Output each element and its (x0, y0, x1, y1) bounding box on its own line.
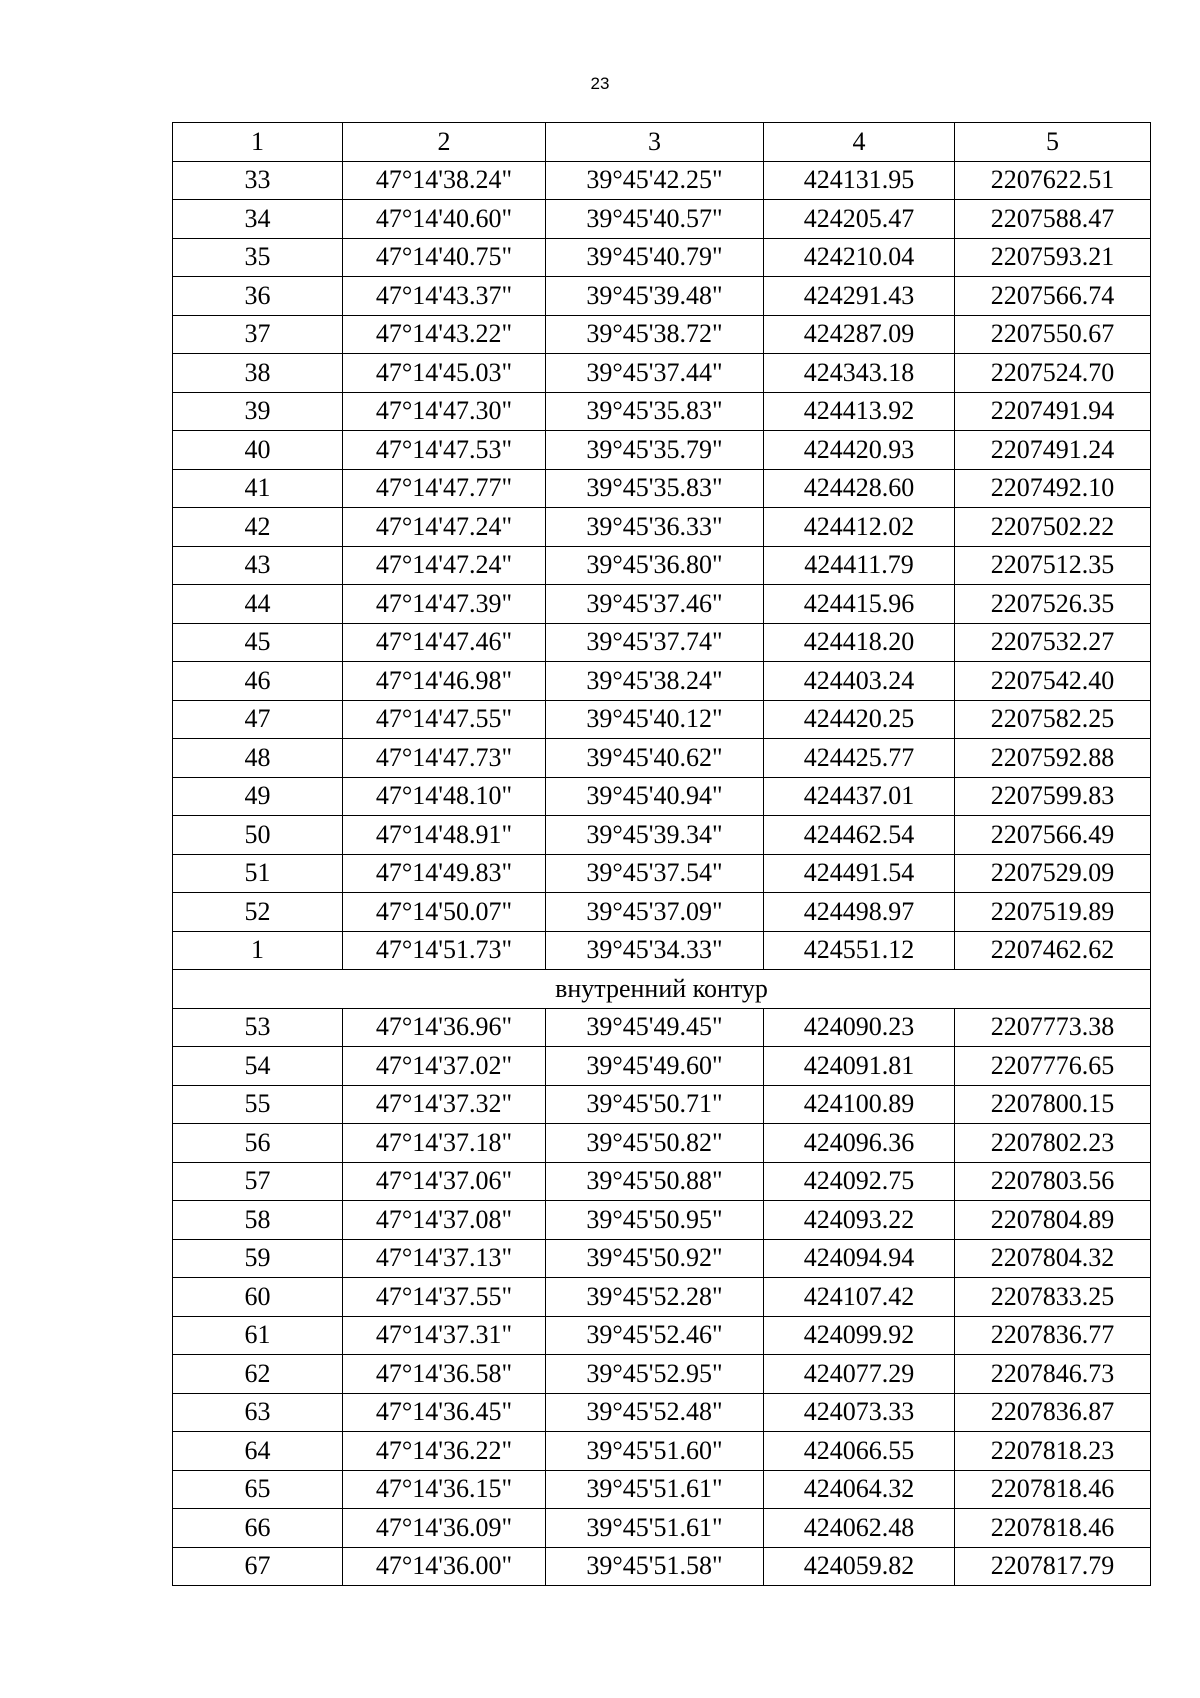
cell-point-number: 64 (173, 1432, 343, 1471)
table-row (173, 1509, 1151, 1548)
cell-y: 2207804.89 (955, 1201, 1151, 1240)
cell-point-number: 49 (173, 777, 343, 816)
cell-point-number: 48 (173, 739, 343, 778)
cell-y: 2207529.09 (955, 854, 1151, 893)
cell-point-number: 57 (173, 1162, 343, 1201)
cell-x: 424420.25 (764, 700, 955, 739)
cell-longitude: 39°45'37.54" (546, 854, 764, 893)
cell-point-number: 46 (173, 662, 343, 701)
table-row (173, 816, 1151, 855)
table-row (173, 1432, 1151, 1471)
cell-y: 2207542.40 (955, 662, 1151, 701)
cell-point-number: 44 (173, 585, 343, 624)
cell-y: 2207833.25 (955, 1278, 1151, 1317)
cell-y: 2207582.25 (955, 700, 1151, 739)
cell-point-number: 55 (173, 1085, 343, 1124)
table-row (173, 1162, 1151, 1201)
cell-x: 424425.77 (764, 739, 955, 778)
cell-point-number: 51 (173, 854, 343, 893)
cell-y: 2207592.88 (955, 739, 1151, 778)
cell-x: 424099.92 (764, 1316, 955, 1355)
table-row (173, 931, 1151, 970)
table-row (173, 431, 1151, 470)
table-row (173, 1239, 1151, 1278)
table-row (173, 1047, 1151, 1086)
table-row (173, 585, 1151, 624)
cell-latitude: 47°14'45.03" (343, 354, 546, 393)
cell-x: 424090.23 (764, 1008, 955, 1047)
cell-y: 2207802.23 (955, 1124, 1151, 1163)
cell-y: 2207502.22 (955, 508, 1151, 547)
header-cell-x: 4 (764, 123, 955, 162)
cell-latitude: 47°14'47.77" (343, 469, 546, 508)
table-row (173, 1470, 1151, 1509)
cell-longitude: 39°45'35.83" (546, 469, 764, 508)
cell-latitude: 47°14'46.98" (343, 662, 546, 701)
cell-y: 2207803.56 (955, 1162, 1151, 1201)
cell-latitude: 47°14'37.02" (343, 1047, 546, 1086)
cell-latitude: 47°14'48.91" (343, 816, 546, 855)
table-row (173, 1316, 1151, 1355)
table-row (173, 1393, 1151, 1432)
table-row (173, 700, 1151, 739)
cell-point-number: 35 (173, 238, 343, 277)
cell-y: 2207800.15 (955, 1085, 1151, 1124)
cell-x: 424462.54 (764, 816, 955, 855)
cell-x: 424096.36 (764, 1124, 955, 1163)
cell-latitude: 47°14'51.73" (343, 931, 546, 970)
table-row (173, 277, 1151, 316)
cell-latitude: 47°14'40.75" (343, 238, 546, 277)
cell-y: 2207588.47 (955, 200, 1151, 239)
cell-longitude: 39°45'38.24" (546, 662, 764, 701)
cell-y: 2207566.49 (955, 816, 1151, 855)
cell-latitude: 47°14'37.55" (343, 1278, 546, 1317)
table-row (173, 1355, 1151, 1394)
cell-x: 424205.47 (764, 200, 955, 239)
cell-x: 424411.79 (764, 546, 955, 585)
cell-point-number: 58 (173, 1201, 343, 1240)
coordinates-table (172, 122, 1151, 1586)
cell-x: 424077.29 (764, 1355, 955, 1394)
cell-point-number: 60 (173, 1278, 343, 1317)
cell-point-number: 39 (173, 392, 343, 431)
cell-latitude: 47°14'36.96" (343, 1008, 546, 1047)
table-row (173, 623, 1151, 662)
cell-longitude: 39°45'49.60" (546, 1047, 764, 1086)
table-row (173, 508, 1151, 547)
cell-latitude: 47°14'37.18" (343, 1124, 546, 1163)
cell-longitude: 39°45'52.28" (546, 1278, 764, 1317)
cell-x: 424418.20 (764, 623, 955, 662)
cell-longitude: 39°45'40.62" (546, 739, 764, 778)
cell-latitude: 47°14'47.39" (343, 585, 546, 624)
cell-longitude: 39°45'35.83" (546, 392, 764, 431)
cell-longitude: 39°45'40.12" (546, 700, 764, 739)
header-cell-latitude: 2 (343, 123, 546, 162)
cell-latitude: 47°14'47.55" (343, 700, 546, 739)
cell-longitude: 39°45'52.46" (546, 1316, 764, 1355)
table-row (173, 1278, 1151, 1317)
cell-point-number: 1 (173, 931, 343, 970)
cell-x: 424092.75 (764, 1162, 955, 1201)
cell-y: 2207818.46 (955, 1470, 1151, 1509)
cell-x: 424420.93 (764, 431, 955, 470)
cell-longitude: 39°45'51.61" (546, 1509, 764, 1548)
cell-x: 424091.81 (764, 1047, 955, 1086)
cell-longitude: 39°45'35.79" (546, 431, 764, 470)
cell-longitude: 39°45'52.95" (546, 1355, 764, 1394)
cell-point-number: 53 (173, 1008, 343, 1047)
cell-latitude: 47°14'47.46" (343, 623, 546, 662)
cell-point-number: 45 (173, 623, 343, 662)
cell-x: 424062.48 (764, 1509, 955, 1548)
cell-point-number: 62 (173, 1355, 343, 1394)
cell-longitude: 39°45'37.46" (546, 585, 764, 624)
cell-point-number: 59 (173, 1239, 343, 1278)
cell-y: 2207818.23 (955, 1432, 1151, 1471)
cell-longitude: 39°45'49.45" (546, 1008, 764, 1047)
cell-longitude: 39°45'50.95" (546, 1201, 764, 1240)
cell-point-number: 63 (173, 1393, 343, 1432)
cell-y: 2207622.51 (955, 161, 1151, 200)
cell-x: 424064.32 (764, 1470, 955, 1509)
cell-longitude: 39°45'50.88" (546, 1162, 764, 1201)
cell-point-number: 36 (173, 277, 343, 316)
cell-y: 2207519.89 (955, 893, 1151, 932)
cell-latitude: 47°14'37.08" (343, 1201, 546, 1240)
table-row (173, 1547, 1151, 1586)
cell-longitude: 39°45'40.79" (546, 238, 764, 277)
cell-x: 424412.02 (764, 508, 955, 547)
cell-point-number: 33 (173, 161, 343, 200)
cell-latitude: 47°14'36.00" (343, 1547, 546, 1586)
table-row (173, 1008, 1151, 1047)
cell-longitude: 39°45'34.33" (546, 931, 764, 970)
cell-point-number: 61 (173, 1316, 343, 1355)
cell-x: 424073.33 (764, 1393, 955, 1432)
cell-point-number: 40 (173, 431, 343, 470)
table-row (173, 1124, 1151, 1163)
cell-y: 2207532.27 (955, 623, 1151, 662)
cell-x: 424094.94 (764, 1239, 955, 1278)
cell-longitude: 39°45'52.48" (546, 1393, 764, 1432)
header-cell-point-number: 1 (173, 123, 343, 162)
table-row (173, 469, 1151, 508)
cell-longitude: 39°45'51.58" (546, 1547, 764, 1586)
header-cell-y: 5 (955, 123, 1151, 162)
cell-longitude: 39°45'50.71" (546, 1085, 764, 1124)
cell-y: 2207804.32 (955, 1239, 1151, 1278)
cell-x: 424210.04 (764, 238, 955, 277)
cell-longitude: 39°45'37.44" (546, 354, 764, 393)
cell-latitude: 47°14'50.07" (343, 893, 546, 932)
cell-y: 2207462.62 (955, 931, 1151, 970)
cell-longitude: 39°45'38.72" (546, 315, 764, 354)
cell-latitude: 47°14'49.83" (343, 854, 546, 893)
cell-x: 424491.54 (764, 854, 955, 893)
cell-x: 424343.18 (764, 354, 955, 393)
cell-x: 424059.82 (764, 1547, 955, 1586)
cell-latitude: 47°14'47.24" (343, 508, 546, 547)
cell-x: 424403.24 (764, 662, 955, 701)
table-row (173, 1201, 1151, 1240)
cell-latitude: 47°14'40.60" (343, 200, 546, 239)
cell-latitude: 47°14'36.15" (343, 1470, 546, 1509)
cell-longitude: 39°45'51.60" (546, 1432, 764, 1471)
cell-point-number: 50 (173, 816, 343, 855)
table-row (173, 546, 1151, 585)
cell-y: 2207491.24 (955, 431, 1151, 470)
table-row (173, 315, 1151, 354)
table-row (173, 354, 1151, 393)
page-number: 23 (590, 74, 610, 93)
cell-x: 424100.89 (764, 1085, 955, 1124)
cell-longitude: 39°45'50.82" (546, 1124, 764, 1163)
cell-latitude: 47°14'47.24" (343, 546, 546, 585)
cell-point-number: 42 (173, 508, 343, 547)
cell-latitude: 47°14'47.53" (343, 431, 546, 470)
cell-x: 424066.55 (764, 1432, 955, 1471)
cell-longitude: 39°45'37.09" (546, 893, 764, 932)
cell-y: 2207512.35 (955, 546, 1151, 585)
cell-x: 424291.43 (764, 277, 955, 316)
cell-y: 2207817.79 (955, 1547, 1151, 1586)
cell-point-number: 52 (173, 893, 343, 932)
cell-y: 2207776.65 (955, 1047, 1151, 1086)
cell-x: 424413.92 (764, 392, 955, 431)
cell-y: 2207773.38 (955, 1008, 1151, 1047)
cell-y: 2207526.35 (955, 585, 1151, 624)
cell-longitude: 39°45'51.61" (546, 1470, 764, 1509)
cell-latitude: 47°14'37.31" (343, 1316, 546, 1355)
cell-longitude: 39°45'37.74" (546, 623, 764, 662)
cell-x: 424107.42 (764, 1278, 955, 1317)
cell-y: 2207566.74 (955, 277, 1151, 316)
cell-point-number: 38 (173, 354, 343, 393)
cell-latitude: 47°14'47.73" (343, 739, 546, 778)
cell-x: 424415.96 (764, 585, 955, 624)
cell-latitude: 47°14'37.13" (343, 1239, 546, 1278)
cell-longitude: 39°45'36.80" (546, 546, 764, 585)
cell-longitude: 39°45'50.92" (546, 1239, 764, 1278)
cell-longitude: 39°45'40.94" (546, 777, 764, 816)
cell-x: 424131.95 (764, 161, 955, 200)
cell-latitude: 47°14'37.06" (343, 1162, 546, 1201)
table-row (173, 200, 1151, 239)
cell-latitude: 47°14'48.10" (343, 777, 546, 816)
cell-latitude: 47°14'43.22" (343, 315, 546, 354)
cell-longitude: 39°45'42.25" (546, 161, 764, 200)
cell-point-number: 47 (173, 700, 343, 739)
cell-point-number: 43 (173, 546, 343, 585)
cell-y: 2207836.87 (955, 1393, 1151, 1432)
cell-point-number: 54 (173, 1047, 343, 1086)
cell-point-number: 34 (173, 200, 343, 239)
cell-longitude: 39°45'39.34" (546, 816, 764, 855)
cell-point-number: 37 (173, 315, 343, 354)
table-row (173, 1085, 1151, 1124)
cell-y: 2207492.10 (955, 469, 1151, 508)
cell-longitude: 39°45'40.57" (546, 200, 764, 239)
cell-x: 424287.09 (764, 315, 955, 354)
cell-latitude: 47°14'36.22" (343, 1432, 546, 1471)
cell-point-number: 65 (173, 1470, 343, 1509)
cell-y: 2207846.73 (955, 1355, 1151, 1394)
cell-latitude: 47°14'43.37" (343, 277, 546, 316)
cell-y: 2207491.94 (955, 392, 1151, 431)
table-row (173, 777, 1151, 816)
cell-x: 424498.97 (764, 893, 955, 932)
cell-x: 424428.60 (764, 469, 955, 508)
header-row (173, 123, 1151, 162)
header-cell-longitude: 3 (546, 123, 764, 162)
cell-point-number: 41 (173, 469, 343, 508)
cell-y: 2207593.21 (955, 238, 1151, 277)
cell-latitude: 47°14'37.32" (343, 1085, 546, 1124)
table-row (173, 893, 1151, 932)
cell-longitude: 39°45'36.33" (546, 508, 764, 547)
cell-point-number: 67 (173, 1547, 343, 1586)
cell-y: 2207524.70 (955, 354, 1151, 393)
cell-y: 2207599.83 (955, 777, 1151, 816)
cell-y: 2207836.77 (955, 1316, 1151, 1355)
cell-latitude: 47°14'38.24" (343, 161, 546, 200)
cell-latitude: 47°14'36.58" (343, 1355, 546, 1394)
cell-x: 424551.12 (764, 931, 955, 970)
cell-longitude: 39°45'39.48" (546, 277, 764, 316)
table-row (173, 739, 1151, 778)
cell-y: 2207818.46 (955, 1509, 1151, 1548)
cell-latitude: 47°14'36.09" (343, 1509, 546, 1548)
cell-latitude: 47°14'36.45" (343, 1393, 546, 1432)
table-row (173, 392, 1151, 431)
cell-x: 424437.01 (764, 777, 955, 816)
cell-point-number: 66 (173, 1509, 343, 1548)
cell-latitude: 47°14'47.30" (343, 392, 546, 431)
table-row (173, 854, 1151, 893)
section-label: внутренний контур (173, 970, 1151, 1009)
table-row (173, 161, 1151, 200)
cell-y: 2207550.67 (955, 315, 1151, 354)
table-row (173, 662, 1151, 701)
cell-x: 424093.22 (764, 1201, 955, 1240)
section-row-inner-contour (173, 970, 1151, 1009)
cell-point-number: 56 (173, 1124, 343, 1163)
table-row (173, 238, 1151, 277)
